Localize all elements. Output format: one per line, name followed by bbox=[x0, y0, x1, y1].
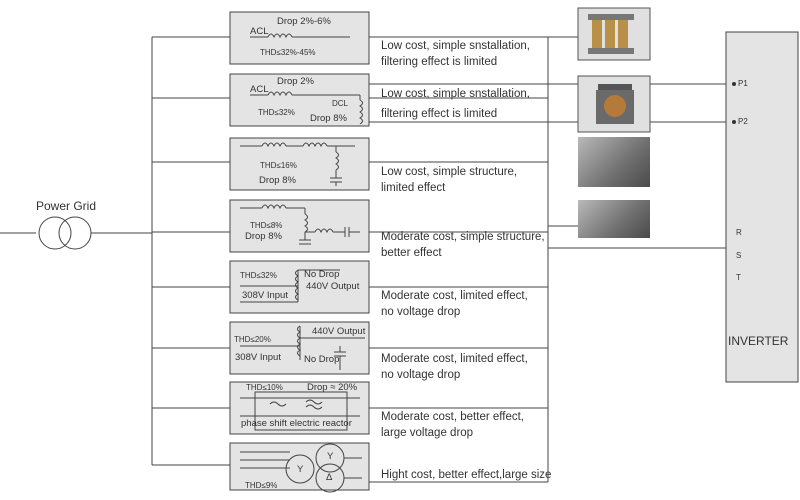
terminal-p1-label: P1 bbox=[738, 79, 748, 88]
option-7-desc bbox=[381, 409, 524, 441]
option-2-component: ACL bbox=[250, 84, 269, 95]
option-1-desc-line-1: Low cost, simple snstallation, bbox=[381, 40, 530, 52]
option-3-thd: THD≤16% bbox=[260, 161, 297, 170]
option-3-desc bbox=[381, 164, 517, 196]
option-3-desc-line-2: limited effect bbox=[381, 182, 446, 194]
option-7-drop: Drop ≈ 20% bbox=[307, 382, 358, 393]
option-1-desc bbox=[381, 38, 530, 70]
option-8-desc bbox=[381, 467, 551, 483]
option-5-note: No Drop bbox=[304, 269, 340, 280]
product-photo-4 bbox=[578, 200, 650, 238]
product-photo-3 bbox=[578, 137, 650, 187]
option-6-desc-line-1: Moderate cost, limited effect, bbox=[381, 353, 528, 365]
option-1-desc-line-2: filtering effect is limited bbox=[381, 56, 498, 68]
option-3-desc-line-1: Low cost, simple structure, bbox=[381, 166, 518, 178]
inverter-label: INVERTER bbox=[728, 334, 789, 348]
option-2-thd: THD≤32% bbox=[258, 108, 295, 117]
option-6-thd: THD≤20% bbox=[234, 335, 271, 344]
option-7-desc-line-1: Moderate cost, better effect, bbox=[381, 411, 524, 423]
option-8-symbol-2: Y bbox=[327, 451, 334, 462]
terminal-p1-dot bbox=[732, 82, 736, 86]
option-1-drop: Drop 2%-6% bbox=[277, 16, 331, 27]
option-8-thd: THD≤9% bbox=[245, 481, 278, 490]
terminal-p2-dot bbox=[732, 120, 736, 124]
option-6-desc-line-2: no voltage drop bbox=[381, 369, 461, 381]
product-photo-2 bbox=[596, 84, 634, 124]
option-7-desc-line-2: large voltage drop bbox=[381, 427, 474, 439]
option-8-desc-line-1: Hight cost, better effect,large size bbox=[381, 469, 552, 481]
option-4-desc-line-2: better effect bbox=[381, 247, 442, 259]
option-7-note: phase shift electric reactor bbox=[241, 418, 352, 429]
power-grid-label: Power Grid bbox=[36, 199, 97, 213]
option-8-symbol-1: Y bbox=[297, 464, 304, 475]
option-4-thd: THD≤8% bbox=[250, 221, 283, 230]
option-3-drop: Drop 8% bbox=[259, 175, 296, 186]
option-2-component2: DCL bbox=[332, 99, 349, 108]
terminal-s-label: S bbox=[736, 251, 742, 260]
transformer-coil-right bbox=[59, 217, 91, 249]
product-photo-1 bbox=[588, 14, 634, 54]
option-2-desc-line-1: Low cost, simple snstallation, bbox=[381, 88, 530, 100]
option-4-drop: Drop 8% bbox=[245, 231, 282, 242]
terminal-p2-label: P2 bbox=[738, 117, 748, 126]
option-6-output: 440V Output bbox=[312, 326, 366, 337]
inverter-box bbox=[726, 32, 798, 382]
option-2-drop: Drop 2% bbox=[277, 76, 314, 87]
option-7-thd: THD≤10% bbox=[246, 383, 283, 392]
option-4-desc-line-1: Moderate cost, simple structure, bbox=[381, 231, 545, 243]
terminal-r-label: R bbox=[736, 228, 742, 237]
option-1-thd: THD≤32%-45% bbox=[260, 48, 316, 57]
option-6-desc bbox=[381, 351, 528, 383]
option-1-component: ACL bbox=[250, 26, 269, 37]
option-8-symbol-3: Δ bbox=[326, 472, 333, 483]
option-6-note: No Drop bbox=[304, 354, 340, 365]
option-2-drop2: Drop 8% bbox=[310, 113, 347, 124]
terminal-t-label: T bbox=[736, 273, 741, 282]
option-2-desc bbox=[381, 86, 530, 122]
option-5-thd: THD≤32% bbox=[240, 271, 277, 280]
option-5-desc-line-1: Moderate cost, limited effect, bbox=[381, 290, 528, 302]
option-6-input: 308V Input bbox=[235, 352, 281, 363]
option-2-desc-line-2: filtering effect is limited bbox=[381, 108, 498, 120]
transformer-coil-left bbox=[39, 217, 71, 249]
option-5-output: 440V Output bbox=[306, 281, 360, 292]
option-5-input: 308V Input bbox=[242, 290, 288, 301]
option-5-desc bbox=[381, 288, 528, 320]
option-5-desc-line-2: no voltage drop bbox=[381, 306, 461, 318]
option-4-desc bbox=[381, 229, 545, 261]
